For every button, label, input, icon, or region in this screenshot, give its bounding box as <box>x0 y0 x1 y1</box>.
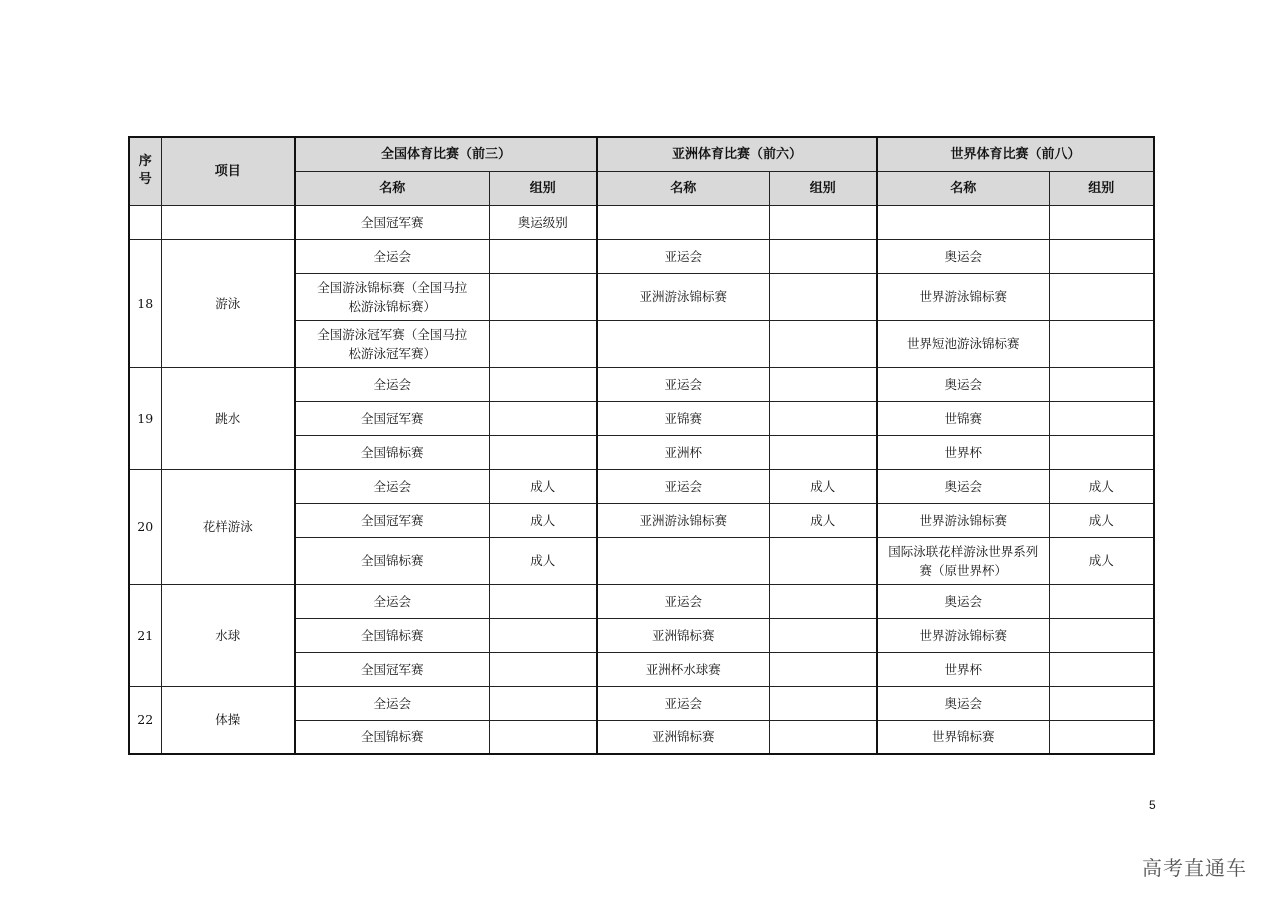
national-group-cell <box>489 239 597 273</box>
header-national-name: 名称 <box>295 171 489 205</box>
seq-cell: 21 <box>129 584 161 686</box>
national-name-text: 全国游泳锦标赛（全国马拉松游泳锦标赛） <box>317 279 468 314</box>
national-name-cell: 全运会 <box>295 239 489 273</box>
asia-group-cell <box>769 401 877 435</box>
asia-name-cell: 亚锦赛 <box>597 401 769 435</box>
national-group-cell <box>489 401 597 435</box>
project-cell: 体操 <box>161 686 295 754</box>
national-name-cell: 全国锦标赛 <box>295 435 489 469</box>
asia-group-cell <box>769 435 877 469</box>
national-name-cell: 全运会 <box>295 686 489 720</box>
asia-name-cell: 亚运会 <box>597 584 769 618</box>
header-asia: 亚洲体育比赛（前六） <box>597 137 877 171</box>
project-cell: 水球 <box>161 584 295 686</box>
world-group-cell <box>1049 584 1154 618</box>
table-row <box>129 367 1154 401</box>
national-group-cell: 成人 <box>489 503 597 537</box>
world-name-cell: 世锦赛 <box>877 401 1049 435</box>
world-name-cell <box>877 205 1049 239</box>
competition-table <box>128 136 1155 755</box>
world-name-cell: 世界游泳锦标赛 <box>877 618 1049 652</box>
seq-cell <box>129 205 161 239</box>
seq-cell: 22 <box>129 686 161 754</box>
asia-group-cell <box>769 320 877 367</box>
national-name-cell: 全国冠军赛 <box>295 401 489 435</box>
world-name-cell: 世界杯 <box>877 652 1049 686</box>
seq-cell: 20 <box>129 469 161 584</box>
asia-group-cell <box>769 367 877 401</box>
world-group-cell <box>1049 720 1154 754</box>
national-group-cell <box>489 720 597 754</box>
world-group-cell: 成人 <box>1049 537 1154 584</box>
world-group-cell <box>1049 652 1154 686</box>
world-name-cell: 奥运会 <box>877 584 1049 618</box>
table-row <box>129 205 1154 239</box>
national-group-cell <box>489 320 597 367</box>
national-name-cell: 全国冠军赛 <box>295 503 489 537</box>
national-group-cell: 成人 <box>489 537 597 584</box>
world-name-cell: 世界杯 <box>877 435 1049 469</box>
national-group-cell <box>489 686 597 720</box>
asia-group-cell <box>769 652 877 686</box>
national-name-cell: 全运会 <box>295 469 489 503</box>
asia-name-cell: 亚运会 <box>597 686 769 720</box>
asia-group-cell: 成人 <box>769 503 877 537</box>
national-group-cell <box>489 584 597 618</box>
asia-group-cell <box>769 205 877 239</box>
national-group-cell: 成人 <box>489 469 597 503</box>
asia-name-cell: 亚运会 <box>597 239 769 273</box>
world-name-cell: 世界锦标赛 <box>877 720 1049 754</box>
world-group-cell <box>1049 239 1154 273</box>
national-name-cell: 全国锦标赛 <box>295 720 489 754</box>
world-name-cell <box>877 537 1049 584</box>
national-name-cell <box>295 273 489 320</box>
national-group-cell <box>489 367 597 401</box>
world-group-cell <box>1049 618 1154 652</box>
world-group-cell <box>1049 367 1154 401</box>
project-cell: 跳水 <box>161 367 295 469</box>
national-group-cell: 奥运级别 <box>489 205 597 239</box>
world-group-cell: 成人 <box>1049 503 1154 537</box>
national-name-cell: 全运会 <box>295 584 489 618</box>
national-name-cell: 全国冠军赛 <box>295 652 489 686</box>
world-name-cell: 世界游泳锦标赛 <box>877 503 1049 537</box>
table-row <box>129 469 1154 503</box>
world-name-cell: 奥运会 <box>877 239 1049 273</box>
national-name-cell: 全国冠军赛 <box>295 205 489 239</box>
asia-name-cell: 亚运会 <box>597 367 769 401</box>
page-number: 5 <box>1149 798 1156 812</box>
national-group-cell <box>489 273 597 320</box>
asia-group-cell <box>769 537 877 584</box>
national-group-cell <box>489 435 597 469</box>
national-name-cell: 全国锦标赛 <box>295 537 489 584</box>
table-row <box>129 686 1154 720</box>
asia-name-cell: 亚洲游泳锦标赛 <box>597 503 769 537</box>
table-row <box>129 584 1154 618</box>
world-group-cell: 成人 <box>1049 469 1154 503</box>
asia-group-cell: 成人 <box>769 469 877 503</box>
project-cell: 花样游泳 <box>161 469 295 584</box>
asia-name-cell: 亚洲杯 <box>597 435 769 469</box>
world-group-cell <box>1049 320 1154 367</box>
world-name-cell: 奥运会 <box>877 469 1049 503</box>
seq-cell: 18 <box>129 239 161 367</box>
header-world-name: 名称 <box>877 171 1049 205</box>
asia-name-cell <box>597 205 769 239</box>
project-cell <box>161 205 295 239</box>
asia-name-cell: 亚洲锦标赛 <box>597 720 769 754</box>
world-group-cell <box>1049 205 1154 239</box>
asia-group-cell <box>769 618 877 652</box>
asia-name-cell <box>597 537 769 584</box>
asia-group-cell <box>769 720 877 754</box>
header-seq-label: 序号 <box>138 154 152 188</box>
national-group-cell <box>489 652 597 686</box>
national-name-cell: 全国锦标赛 <box>295 618 489 652</box>
asia-group-cell <box>769 686 877 720</box>
asia-name-cell: 亚运会 <box>597 469 769 503</box>
world-group-cell <box>1049 273 1154 320</box>
national-name-cell <box>295 320 489 367</box>
world-name-cell: 世界短池游泳锦标赛 <box>877 320 1049 367</box>
national-group-cell <box>489 618 597 652</box>
asia-group-cell <box>769 239 877 273</box>
header-national-group: 组别 <box>489 171 597 205</box>
header-asia-name: 名称 <box>597 171 769 205</box>
table-row <box>129 239 1154 273</box>
world-name-cell: 奥运会 <box>877 367 1049 401</box>
header-project: 项目 <box>161 137 295 205</box>
watermark-text: 高考直通车 <box>1142 856 1247 880</box>
asia-name-cell: 亚洲杯水球赛 <box>597 652 769 686</box>
world-group-cell <box>1049 686 1154 720</box>
asia-group-cell <box>769 584 877 618</box>
world-group-cell <box>1049 435 1154 469</box>
header-asia-group: 组别 <box>769 171 877 205</box>
asia-group-cell <box>769 273 877 320</box>
header-national: 全国体育比赛（前三） <box>295 137 597 171</box>
header-world: 世界体育比赛（前八） <box>877 137 1154 171</box>
national-name-text: 全国游泳冠军赛（全国马拉松游泳冠军赛） <box>317 326 468 361</box>
asia-name-cell: 亚洲游泳锦标赛 <box>597 273 769 320</box>
world-group-cell <box>1049 401 1154 435</box>
national-name-cell: 全运会 <box>295 367 489 401</box>
world-name-cell: 奥运会 <box>877 686 1049 720</box>
seq-cell: 19 <box>129 367 161 469</box>
header-seq <box>129 137 161 205</box>
asia-name-cell: 亚洲锦标赛 <box>597 618 769 652</box>
asia-name-cell <box>597 320 769 367</box>
header-world-group: 组别 <box>1049 171 1154 205</box>
world-name-text: 国际泳联花样游泳世界系列赛（原世界杯） <box>888 543 1039 578</box>
project-cell: 游泳 <box>161 239 295 367</box>
world-name-cell: 世界游泳锦标赛 <box>877 273 1049 320</box>
